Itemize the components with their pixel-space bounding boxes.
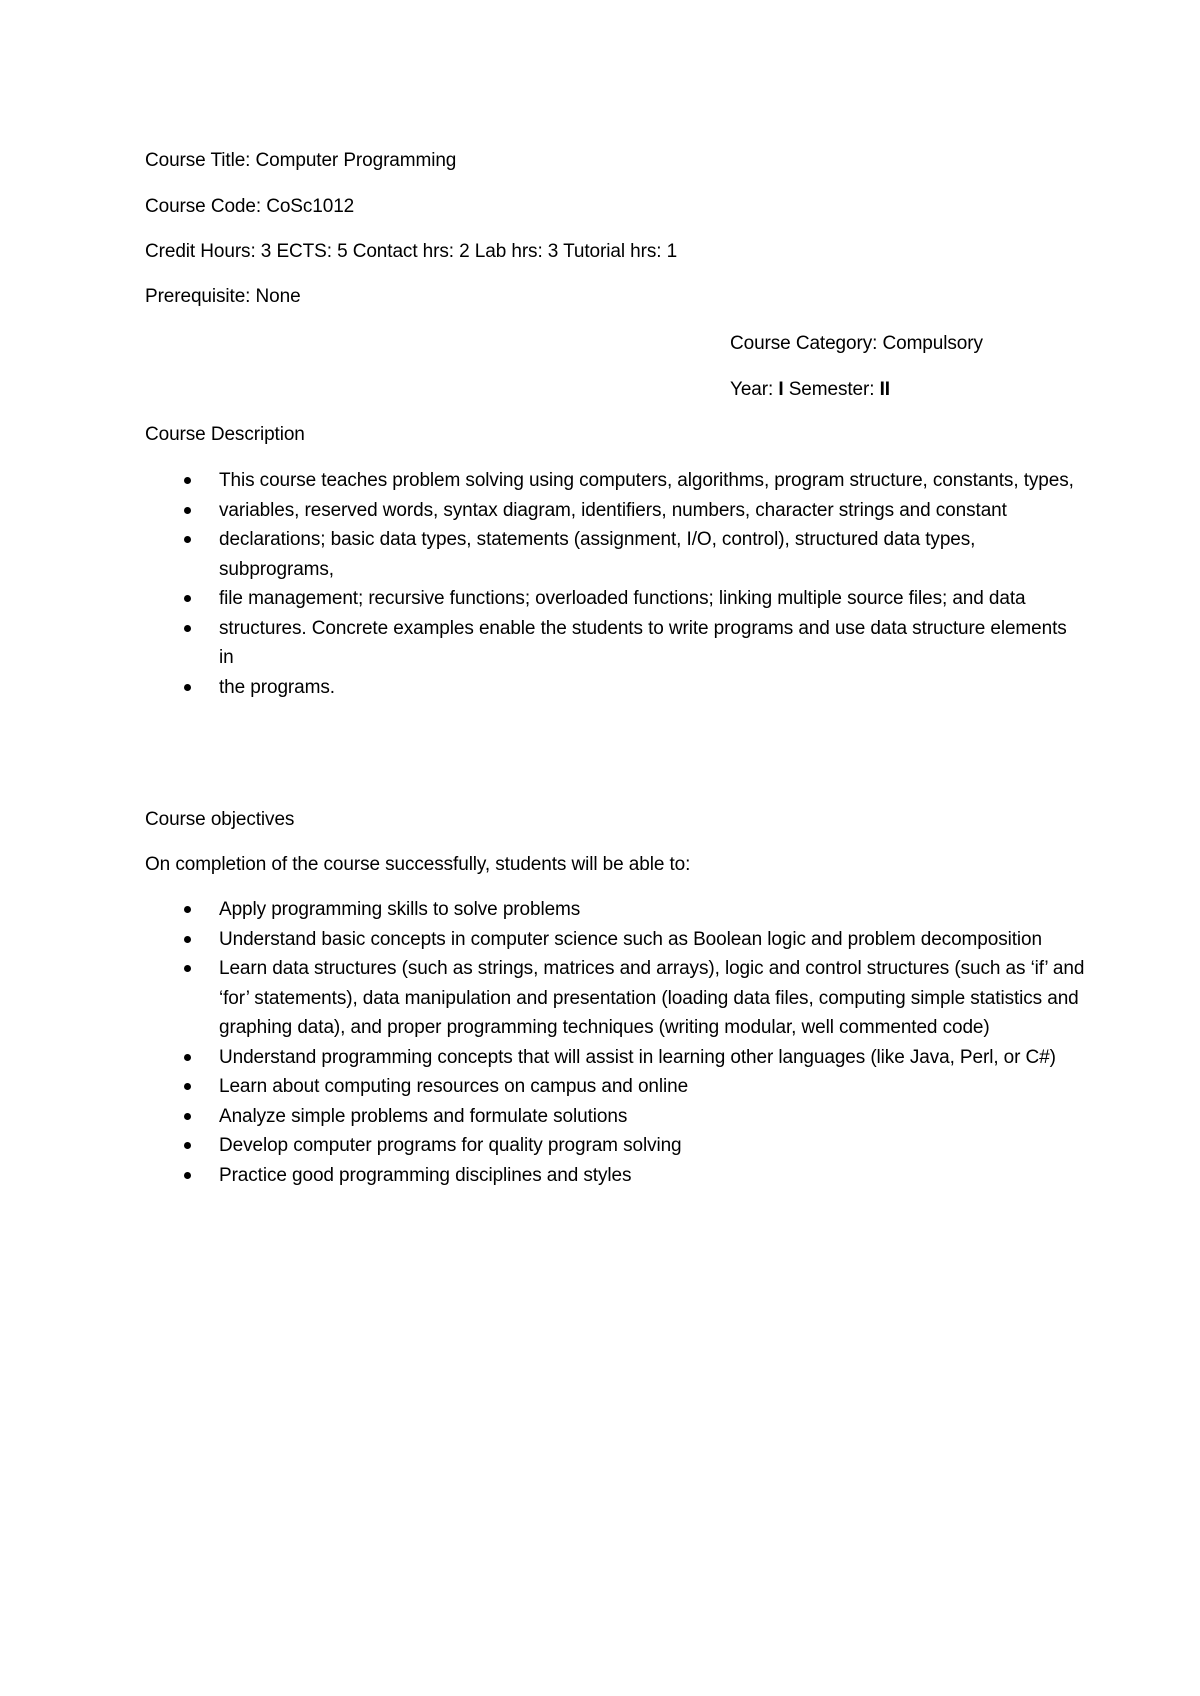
list-item bbox=[145, 496, 1085, 526]
course-code: Course Code: CoSc1012 bbox=[145, 196, 355, 217]
list-item-text: Practice good programming disciplines and styles bbox=[219, 1164, 632, 1186]
list-item-text: Analyze simple problems and formulate solutions bbox=[219, 1105, 628, 1127]
list-item-text: declarations; basic data types, statements (assignment, I/O, control), structured data types, subprograms, bbox=[219, 529, 976, 580]
list-item bbox=[145, 673, 1085, 703]
bullet-icon bbox=[184, 595, 191, 602]
list-item bbox=[145, 925, 1085, 955]
bullet-icon bbox=[184, 1113, 191, 1120]
bullet-icon bbox=[184, 625, 191, 632]
semester-label: Semester: bbox=[783, 379, 880, 400]
objectives-list bbox=[145, 895, 1085, 1190]
list-item bbox=[145, 1102, 1085, 1132]
credit-hours: Credit Hours: 3 ECTS: 5 Contact hrs: 2 Lab hrs: 3 Tutorial hrs: 1 bbox=[145, 241, 678, 262]
list-item bbox=[145, 895, 1085, 925]
course-title: Course Title: Computer Programming bbox=[145, 150, 457, 171]
course-category: Course Category: Compulsory bbox=[730, 333, 983, 354]
bullet-icon bbox=[184, 1083, 191, 1090]
objectives-heading: Course objectives bbox=[145, 809, 295, 830]
list-item-text: structures. Concrete examples enable the students to write programs and use data structure elements in bbox=[219, 617, 1067, 668]
year-value: I bbox=[778, 379, 784, 400]
list-item bbox=[145, 954, 1085, 1043]
bullet-icon bbox=[184, 1142, 191, 1149]
bullet-icon bbox=[184, 1172, 191, 1179]
description-list bbox=[145, 466, 1085, 702]
list-item bbox=[145, 1131, 1085, 1161]
objectives-intro: On completion of the course successfully, students will be able to: bbox=[145, 854, 691, 875]
list-item-text: the programs. bbox=[219, 676, 335, 698]
year-label: Year: bbox=[730, 379, 779, 400]
description-heading: Course Description bbox=[145, 424, 305, 445]
list-item-text: This course teaches problem solving using computers, algorithms, program structure, constants, types, bbox=[219, 470, 1074, 491]
bullet-icon bbox=[184, 1054, 191, 1061]
list-item-text: file management; recursive functions; overloaded functions; linking multiple source files; and data bbox=[219, 588, 1026, 609]
year-semester bbox=[730, 378, 890, 402]
list-item bbox=[145, 1161, 1085, 1191]
list-item bbox=[145, 614, 1085, 673]
list-item-text: Develop computer programs for quality program solving bbox=[219, 1135, 682, 1156]
list-item-text: Understand basic concepts in computer science such as Boolean logic and problem decomposition bbox=[219, 928, 1042, 950]
bullet-icon bbox=[184, 965, 191, 972]
prerequisite: Prerequisite: None bbox=[145, 286, 301, 307]
list-item-text: Understand programming concepts that will assist in learning other languages (like Java, Perl, or C#) bbox=[219, 1046, 1056, 1068]
list-item bbox=[145, 466, 1085, 496]
semester-value: II bbox=[879, 379, 890, 400]
list-item bbox=[145, 1072, 1085, 1102]
bullet-icon bbox=[184, 906, 191, 913]
list-item bbox=[145, 525, 1085, 584]
bullet-icon bbox=[184, 507, 191, 514]
list-item-text: variables, reserved words, syntax diagram, identifiers, numbers, character strings and constant bbox=[219, 499, 1007, 521]
list-item bbox=[145, 584, 1085, 614]
bullet-icon bbox=[184, 536, 191, 543]
list-item bbox=[145, 1043, 1085, 1073]
bullet-icon bbox=[184, 936, 191, 943]
list-item-text: Apply programming skills to solve problems bbox=[219, 899, 581, 920]
bullet-icon bbox=[184, 684, 191, 691]
list-item-text: Learn data structures (such as strings, matrices and arrays), logic and control structures (such as ‘if’ and ‘for’ statements), data manipulation and presentation (loading data files, computing simple statistics and graphing data), and proper programming techniques (writing modular, well commented code) bbox=[219, 958, 1085, 1038]
list-item-text: Learn about computing resources on campus and online bbox=[219, 1076, 689, 1097]
bullet-icon bbox=[184, 477, 191, 484]
